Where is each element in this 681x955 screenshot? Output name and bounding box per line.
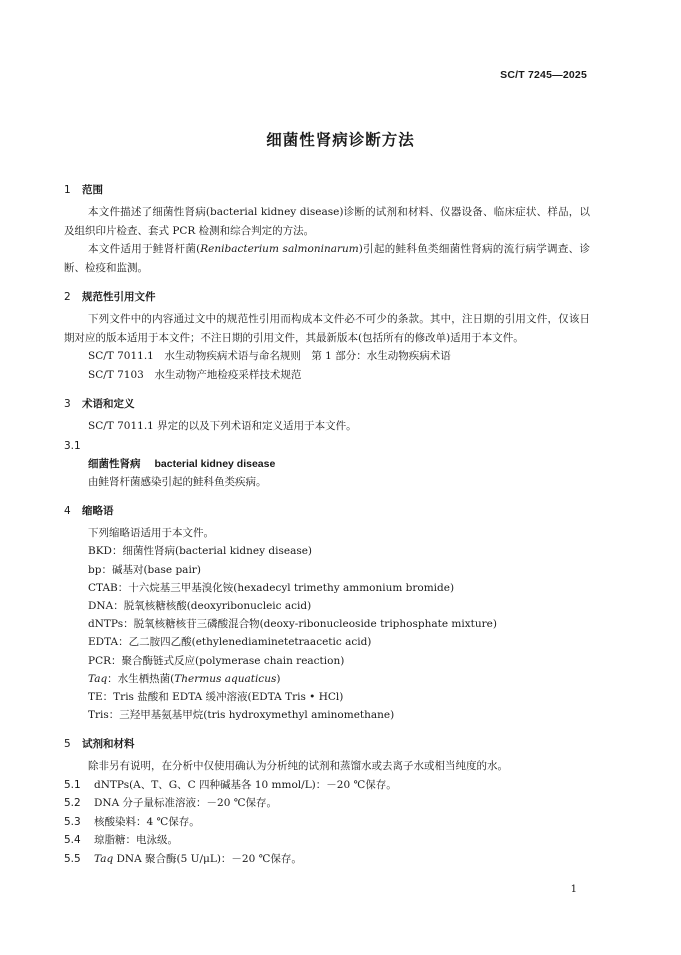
abbreviation-item: DNA：脱氧核糖核酸(deoxyribonucleic acid) bbox=[88, 600, 312, 613]
item-text: DNA 分子量标准溶液：－20 ℃保存。 bbox=[94, 797, 277, 810]
reagent-item bbox=[64, 776, 590, 795]
section-number: 1 bbox=[64, 184, 71, 196]
term-english: bacterial kidney disease bbox=[154, 457, 276, 470]
abbreviation-item: bp：碱基对(base pair) bbox=[88, 563, 201, 576]
section-title: 试剂和材料 bbox=[82, 738, 135, 751]
reagent-item bbox=[64, 831, 590, 850]
abbreviation-item: CTAB：十六烷基三甲基溴化铵(hexadecyl trimethy ammonium bromide) bbox=[88, 581, 455, 594]
item-number: 5.1 bbox=[64, 778, 81, 791]
normative-references-paragraph: 下列文件中的内容通过文中的规范性引用而构成本文件必不可少的条款。其中，注日期的引用文件，仅该日期对应的版本适用于本文件；不注日期的引用文件，其最新版本(包括所有的修改单)适用于本文件。 bbox=[64, 313, 590, 344]
reference-item: SC/T 7103 水生动物产地检疫采样技术规范 bbox=[88, 368, 302, 381]
item-number: 5.3 bbox=[64, 815, 81, 828]
text-run: )引起的鲑科鱼类细菌性肾病的流行病学调查、诊断、检疫和监测。 bbox=[64, 243, 590, 274]
section-4-heading bbox=[64, 502, 590, 520]
section-number: 4 bbox=[64, 505, 71, 518]
reagent-item bbox=[64, 813, 590, 832]
text-run: ：水生栖热菌( bbox=[107, 672, 175, 685]
abbreviation-item: Tris：三羟甲基氨基甲烷(tris hydroxymethyl aminomethane) bbox=[88, 709, 395, 722]
section-number: 3 bbox=[64, 398, 71, 410]
item-text: dNTPs(A、T、G、C 四种碱基各 10 mmol/L)：－20 ℃保存。 bbox=[94, 778, 397, 791]
item-number: 5.5 bbox=[64, 852, 81, 865]
abbreviation-item: EDTA：乙二胺四乙酸(ethylenediaminetetraacetic acid) bbox=[88, 636, 372, 649]
section-title: 范围 bbox=[82, 184, 103, 196]
scope-applicability-paragraph bbox=[64, 240, 590, 277]
scope-paragraph: 本文件描述了细菌性肾病(bacterial kidney disease)诊断的试剂和材料、仪器设备、临床症状、样品，以及组织印片检查、套式 PCR 检测和综合判定的方法。 bbox=[64, 206, 590, 237]
abbreviation-item: dNTPs：脱氧核糖核苷三磷酸混合物(deoxy-ribonucleoside triphosphate mixture) bbox=[88, 618, 497, 631]
reference-item: SC/T 7011.1 水生动物疾病术语与命名规则 第 1 部分：水生动物疾病术语 bbox=[88, 350, 451, 362]
item-text: 核酸染料：4 ℃保存。 bbox=[94, 815, 200, 828]
item-number: 5.2 bbox=[64, 797, 81, 810]
section-3-heading bbox=[64, 395, 590, 413]
abbreviation-item: TE：Tris 盐酸和 EDTA 缓冲溶液(EDTA Tris • HCl) bbox=[88, 691, 344, 704]
standard-code: SC/T 7245—2025 bbox=[500, 69, 587, 81]
section-title: 术语和定义 bbox=[82, 398, 135, 410]
term-number: 3.1 bbox=[64, 439, 81, 452]
section-number: 5 bbox=[64, 738, 71, 751]
abbreviation-italic: Taq bbox=[88, 672, 108, 685]
reagents-intro: 除非另有说明，在分析中仅使用确认为分析纯的试剂和蒸馏水或去离子水或相当纯度的水。 bbox=[88, 760, 508, 773]
page-number: 1 bbox=[570, 884, 577, 895]
document-body bbox=[64, 181, 590, 868]
abbreviation-item: PCR：聚合酶链式反应(polymerase chain reaction) bbox=[88, 654, 345, 667]
abbreviations-intro: 下列缩略语适用于本文件。 bbox=[88, 527, 214, 540]
term-chinese: 细菌性肾病 bbox=[88, 457, 141, 470]
section-1-heading bbox=[64, 181, 590, 199]
term-entry bbox=[64, 455, 590, 474]
item-text: 琼脂糖：电泳级。 bbox=[94, 834, 178, 847]
section-title: 缩略语 bbox=[82, 505, 114, 518]
enzyme-name-italic: Taq bbox=[94, 852, 114, 865]
terms-intro: SC/T 7011.1 界定的以及下列术语和定义适用于本文件。 bbox=[88, 420, 357, 432]
item-text: DNA 聚合酶(5 U/μL)：－20 ℃保存。 bbox=[113, 852, 302, 865]
reagent-item bbox=[64, 794, 590, 813]
section-5-heading bbox=[64, 735, 590, 753]
section-2-heading bbox=[64, 288, 590, 306]
abbreviation-item-taq bbox=[64, 670, 590, 688]
text-run: ) bbox=[276, 672, 281, 685]
document-title: 细菌性肾病诊断方法 bbox=[266, 131, 415, 149]
scientific-name: Thermus aquaticus bbox=[174, 672, 277, 685]
section-number: 2 bbox=[64, 291, 71, 303]
section-title: 规范性引用文件 bbox=[82, 291, 156, 303]
abbreviation-item: BKD：细菌性肾病(bacterial kidney disease) bbox=[88, 545, 313, 558]
scientific-name: Renibacterium salmoninarum bbox=[200, 243, 359, 255]
item-number: 5.4 bbox=[64, 834, 81, 847]
reagent-item bbox=[64, 850, 590, 869]
term-definition: 由鲑肾杆菌感染引起的鲑科鱼类疾病。 bbox=[88, 476, 267, 488]
text-run: 本文件适用于鲑肾杆菌( bbox=[88, 243, 201, 255]
